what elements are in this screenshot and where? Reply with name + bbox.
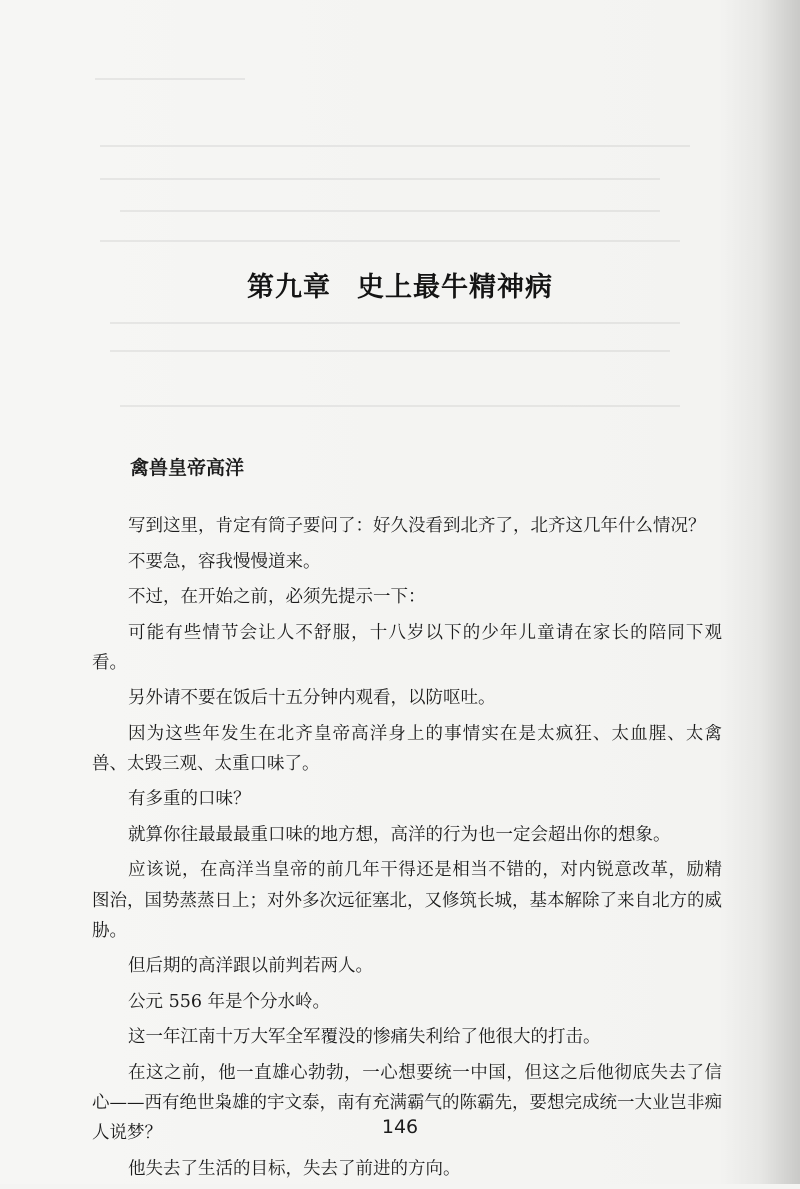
paragraph: 因为这些年发生在北齐皇帝高洋身上的事情实在是太疯狂、太血腥、太禽兽、太毁三观、太重口味了。: [92, 723, 722, 774]
bleed-through-line: [120, 405, 680, 407]
section-heading: 禽兽皇帝高洋: [130, 457, 245, 479]
chapter-name: 史上最牛精神病: [357, 272, 553, 303]
paragraph: 应该说，在高洋当皇帝的前几年干得还是相当不错的，对内锐意改革，励精图治，国势蒸蒸日上；对外多次远征塞北，又修筑长城，基本解除了来自北方的威胁。: [92, 860, 722, 941]
paragraph: 在这之前，他一直雄心勃勃，一心想要统一中国，但这之后他彻底失去了信心——西有绝世枭雄的宇文泰，南有充满霸气的陈霸先，要想完成统一大业岂非痴人说梦？: [92, 1062, 722, 1144]
page-number: 146: [381, 1116, 419, 1138]
paragraph: 不过，在开始之前，必须先提示一下：: [128, 587, 426, 607]
paragraph: 另外请不要在饭后十五分钟内观看，以防呕吐。: [128, 688, 496, 709]
bleed-through-line: [100, 145, 690, 147]
paragraph: 可能有些情节会让人不舒服，十八岁以下的少年儿童请在家长的陪同下观看。: [92, 622, 722, 673]
paragraph: 公元 556 年是个分水岭。: [128, 991, 331, 1012]
chapter-title: [0, 265, 800, 304]
bleed-through-line: [110, 322, 680, 324]
bleed-through-line: [100, 178, 660, 180]
paragraph: 不要急，容我慢慢道来。: [128, 551, 321, 572]
body-text: [92, 511, 722, 1189]
paragraph: 就算你往最最最重口味的地方想，高洋的行为也一定会超出你的想象。: [128, 824, 671, 845]
paragraph: 但后期的高洋跟以前判若两人。: [128, 956, 373, 977]
bleed-through-line: [95, 78, 245, 80]
paragraph: 这一年江南十万大军全军覆没的惨痛失利给了他很大的打击。: [128, 1027, 601, 1048]
paragraph: 他失去了生活的目标，失去了前进的方向。: [128, 1158, 461, 1179]
bleed-through-line: [100, 240, 680, 242]
paragraph: 写到这里，肯定有筒子要问了：好久没看到北齐了，北齐这几年什么情况？: [128, 516, 706, 536]
bleed-through-line: [110, 350, 670, 352]
chapter-number: 第九章: [247, 272, 331, 303]
paragraph: 有多重的口味？: [128, 789, 251, 810]
bleed-through-line: [120, 210, 660, 212]
